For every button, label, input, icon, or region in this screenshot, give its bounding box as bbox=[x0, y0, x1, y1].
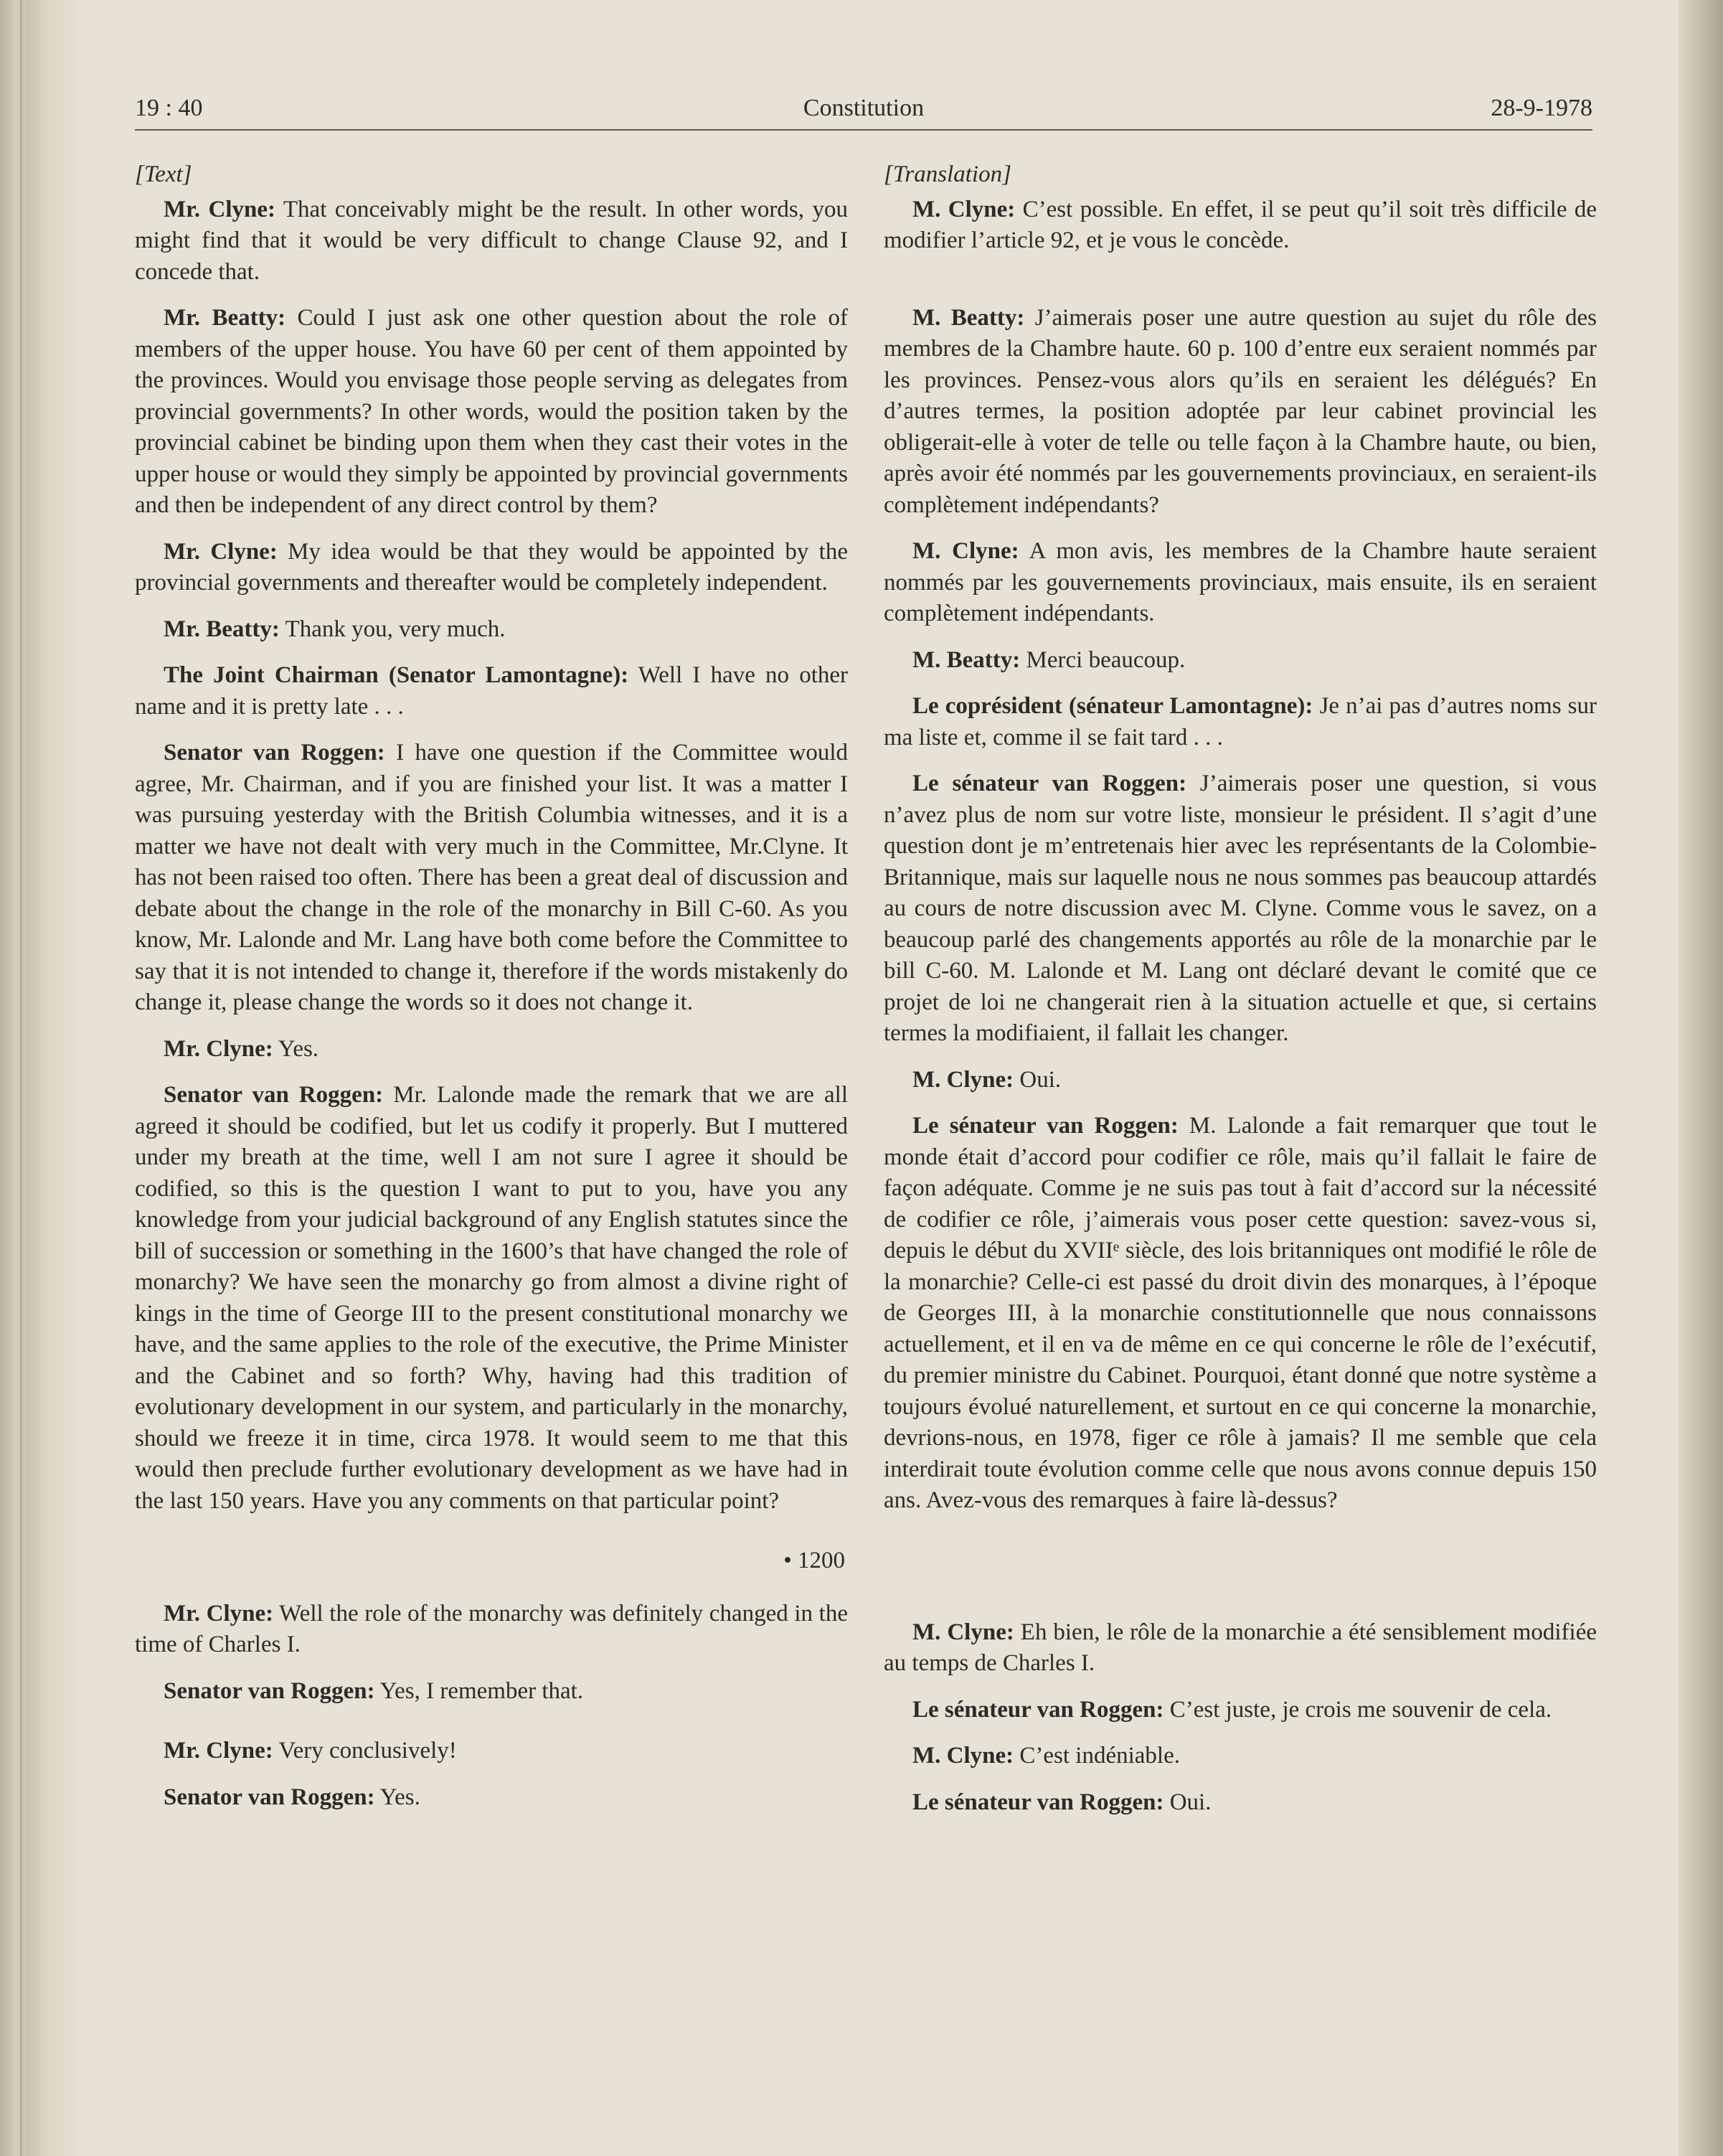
speech-paragraph bbox=[135, 1599, 848, 1661]
speech-text: Well I have no other name and it is pretty late . . . bbox=[135, 662, 848, 720]
speech-paragraph bbox=[884, 691, 1597, 753]
speaker-name: M. Clyne: bbox=[912, 1743, 1014, 1769]
speech-paragraph bbox=[884, 645, 1597, 677]
speech-paragraph bbox=[884, 194, 1597, 257]
speech-paragraph bbox=[135, 1080, 848, 1517]
speech-paragraph bbox=[884, 1787, 1597, 1819]
time-stamp: • 1200 bbox=[783, 1548, 845, 1573]
speech-text: J’aimerais poser une autre question au sujet du rôle des membres de la Chambre haute. 60 p. 100 d’entre eux seraient nommés par les provinces. Pensez-vous alors qu’ils en seraient les délégués? En d’autres termes, la position adoptée par leur cabinet provincial les obligerait-elle à voter de telle ou telle façon à la Chambre haute, ou bien, après avoir été nommés par les gouvernements provinciaux, en seraient-ils complètement indépendants? bbox=[884, 304, 1597, 518]
speaker-name: Le sénateur van Roggen: bbox=[912, 1789, 1164, 1815]
speech-paragraph bbox=[884, 1695, 1597, 1726]
speech-paragraph bbox=[135, 614, 848, 646]
english-column bbox=[135, 159, 848, 1828]
book-binding-edge bbox=[0, 0, 79, 2156]
text-marker: [Text] bbox=[135, 161, 192, 187]
page-edge-shadow bbox=[1677, 0, 1723, 2156]
speech-text: C’est possible. En effet, il se peut qu’il soit très difficile de modifier l’article 92, et je vous le concède. bbox=[884, 196, 1597, 253]
page-number: 19 : 40 bbox=[135, 95, 203, 121]
speaker-name: Senator van Roggen: bbox=[164, 1677, 375, 1704]
speaker-name: Mr. Clyne: bbox=[164, 1035, 273, 1062]
speaker-name: Senator van Roggen: bbox=[164, 1784, 375, 1810]
running-header bbox=[135, 90, 1592, 126]
speech-paragraph bbox=[135, 537, 848, 599]
speech-paragraph bbox=[884, 1065, 1597, 1096]
speech-text: That conceivably might be the result. In other words, you might find that it would be very difficult to change Clause 92, and I concede that. bbox=[135, 196, 848, 285]
speaker-name: Mr. Clyne: bbox=[164, 196, 275, 222]
speech-text: My idea would be that they would be appointed by the provincial governments and thereafter would be completely independent. bbox=[135, 538, 848, 596]
speech-text: Very conclusively! bbox=[273, 1738, 457, 1764]
speech-text: C’est indéniable. bbox=[1014, 1743, 1180, 1769]
speaker-name: Le sénateur van Roggen: bbox=[912, 1696, 1164, 1723]
speech-text: Yes, I remember that. bbox=[374, 1677, 584, 1704]
speaker-name: M. Beatty: bbox=[912, 304, 1025, 331]
speech-text: Je n’ai pas d’autres noms sur ma liste et, comme il se fait tard . . . bbox=[884, 693, 1597, 750]
header-date: 28-9-1978 bbox=[1491, 95, 1592, 121]
speaker-name: M. Beatty: bbox=[912, 646, 1021, 673]
speech-text: Eh bien, le rôle de la monarchie a été sensiblement modifiée au temps de Charles I. bbox=[884, 1619, 1597, 1676]
speech-paragraph bbox=[884, 768, 1597, 1050]
speaker-name: Le coprésident (sénateur Lamontagne): bbox=[912, 693, 1313, 719]
speaker-name: Mr. Clyne: bbox=[164, 1738, 273, 1764]
speaker-name: M. Clyne: bbox=[912, 196, 1016, 222]
speech-text: C’est juste, je crois me souvenir de cela. bbox=[1163, 1696, 1552, 1723]
speech-paragraph bbox=[884, 1741, 1597, 1772]
speech-text: I have one question if the Committee would agree, Mr. Chairman, and if you are finished your list. It was a matter I was pursuing yesterday with the British Columbia witnesses, and it is a matter we have not dealt with very much in the Committee, Mr.Clyne. It has not been raised too often. There has been a great deal of discussion and debate about the change in the role of the monarchy in Bill C-60. As you know, Mr. Lalonde and Mr. Lang have both come before the Committee to say that it is not intended to change it, therefore if the words mistakenly do change it, please change the words so it does not change it. bbox=[135, 740, 848, 1015]
speech-paragraph bbox=[884, 303, 1597, 522]
speech-text: Merci beaucoup. bbox=[1020, 646, 1186, 673]
speaker-name: Le sénateur van Roggen: bbox=[912, 1113, 1179, 1139]
speech-paragraph bbox=[135, 1676, 848, 1708]
speech-text: Thank you, very much. bbox=[279, 616, 506, 642]
header-rule bbox=[135, 129, 1592, 131]
speech-text: A mon avis, les membres de la Chambre haute seraient nommés par les gouvernements provinciaux, mais ensuite, ils en seraient complètement indépendants. bbox=[884, 538, 1597, 626]
speaker-name: Senator van Roggen: bbox=[164, 1082, 384, 1108]
speech-paragraph bbox=[135, 1034, 848, 1065]
speaker-name: Mr. Clyne: bbox=[164, 538, 278, 565]
speech-paragraph bbox=[135, 1782, 848, 1814]
speaker-name: M. Clyne: bbox=[912, 538, 1019, 564]
speech-text: Oui. bbox=[1014, 1066, 1062, 1093]
speech-text: Well the role of the monarchy was definitely changed in the time of Charles I. bbox=[135, 1600, 848, 1657]
speech-text: Mr. Lalonde made the remark that we are all agreed it should be codified, but let us codify it properly. But I muttered under my breath at the time, well I am not sure I agree it should be codified, so this is the question I want to put to you, have you any knowledge from your judicial background of any English statutes since the bill of succession or something in the 1600’s that have changed the role of monarchy? We have seen the monarchy go from almost a divine right of kings in the time of George III to the present constitutional monarchy we have, and the same applies to the role of the executive, the Prime Minister and the Cabinet and so forth? Why, having had this tradition of evolutionary development in our system, and particularly in the monarchy, should we freeze it in time, circa 1978. It would seem to me that this would then preclude further evolutionary development as we have had in the last 150 years. Have you any comments on that particular point? bbox=[135, 1082, 848, 1514]
speaker-name: M. Clyne: bbox=[912, 1619, 1014, 1645]
speech-text: Yes. bbox=[374, 1784, 420, 1810]
speech-text: Oui. bbox=[1163, 1789, 1212, 1815]
speaker-name: Mr. Clyne: bbox=[164, 1600, 274, 1627]
french-column bbox=[884, 159, 1597, 1833]
speech-text: Could I just ask one other question about the role of members of the upper house. You have 60 per cent of them appointed by the provinces. Would you envisage those people serving as delegates from provincial governments? In other words, would the position taken by the provincial cabinet be binding upon them when they cast their votes in the upper house or would they simply be appointed by provincial governments and then be independent of any direct control by them? bbox=[135, 305, 849, 518]
speaker-name: M. Clyne: bbox=[912, 1066, 1014, 1093]
speech-paragraph bbox=[884, 1111, 1597, 1517]
header-title: Constitution bbox=[803, 95, 925, 121]
speech-text: Yes. bbox=[273, 1035, 319, 1062]
speaker-name: Mr. Beatty: bbox=[164, 305, 286, 331]
speech-text: J’aimerais poser une question, si vous n’avez plus de nom sur votre liste, monsieur le président. Il s’agit d’une question dont je m’entretenais hier avec les représentants de la Colombie-Britannique, mais sur laquelle nous ne nous sommes pas beaucoup attardés au cours de notre discussion avec M. Clyne. Comme vous le savez, on a beaucoup parlé des changements apportés au rôle de la monarchie par le bill C-60. M. Lalonde et M. Lang ont déclaré devant le comité que ce projet de loi ne changerait rien à la situation actuelle et que, si certains termes la modifiaient, il fallait les changer. bbox=[884, 771, 1597, 1046]
speaker-name: Le sénateur van Roggen: bbox=[912, 771, 1187, 796]
speech-paragraph bbox=[135, 194, 848, 288]
speech-text: M. Lalonde a fait remarquer que tout le monde était d’accord pour codifier ce rôle, mais qu’il fallait le faire de façon adéquate. Comme je ne suis pas tout à fait d’accord sur la nécessité de codifier ce rôle, j’aimerais vous poser cette question: savez-vous si, depuis le début du XVIIᵉ siècle, des lois britanniques ont modifié le rôle de la monarchie? Celle-ci est passé du droit divin des monarques, à l’époque de Georges III, à la monarchie constitutionnelle que nous connaissons actuellement, et il en va de même en ce qui concerne le rôle de l’exécutif, du premier ministre du Cabinet. Pourquoi, étant donné que notre système a toujours évolué naturellement, et surtout en ce qui concerne la monarchie, devrions-nous, en 1978, figer ce rôle à jamais? Il me semble que cela interdirait toute évolution comme celle que nous avons connue depuis 150 ans. Avez-vous des remarques à faire là-dessus? bbox=[884, 1113, 1597, 1513]
speaker-name: Senator van Roggen: bbox=[164, 740, 385, 766]
speech-paragraph bbox=[135, 303, 848, 522]
speech-paragraph bbox=[135, 660, 848, 722]
speech-paragraph bbox=[135, 1736, 848, 1767]
speech-paragraph bbox=[884, 536, 1597, 630]
speech-paragraph bbox=[135, 738, 848, 1019]
speech-paragraph bbox=[884, 1617, 1597, 1680]
speaker-name: The Joint Chairman (Senator Lamontagne): bbox=[164, 662, 629, 688]
speaker-name: Mr. Beatty: bbox=[164, 616, 280, 642]
translation-marker: [Translation] bbox=[884, 161, 1011, 187]
